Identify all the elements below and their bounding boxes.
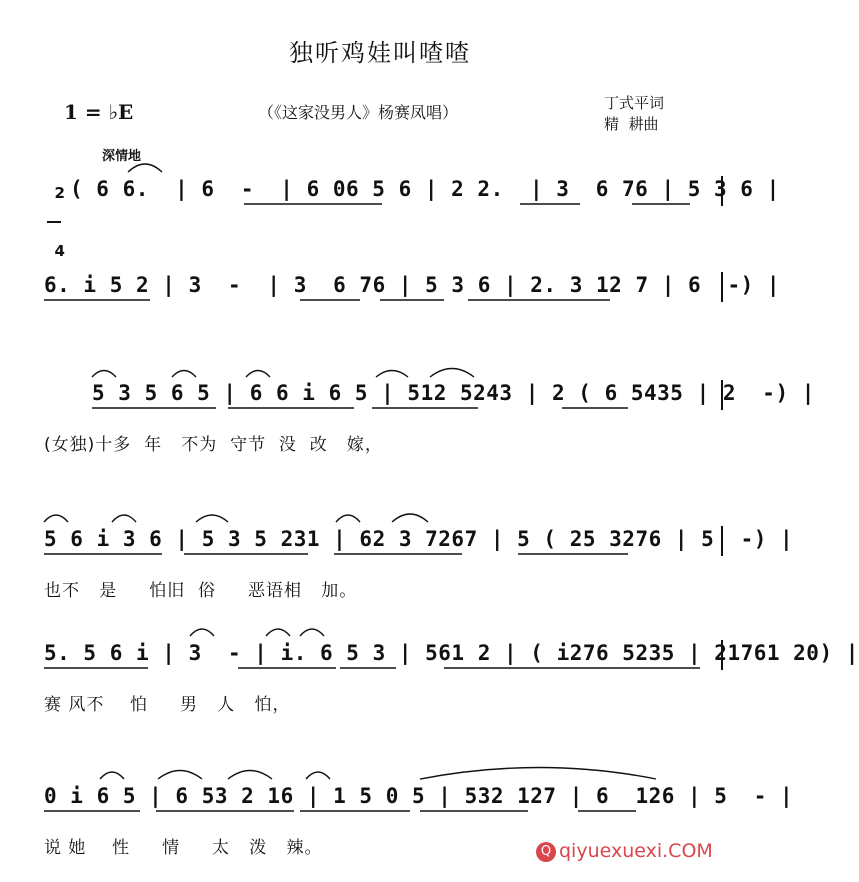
notation-line-2: 6. i 5 2 | 3 - | 3 6 76 | 5 3 6 | 2. 3 12 7 | 6 -) | — [44, 273, 781, 297]
site-watermark — [536, 840, 713, 862]
source-note: （《这家没男人》杨赛凤唱） — [258, 103, 459, 122]
time-signature-top: 2 — [54, 184, 65, 202]
notation-line-6: 0 i 6 5 | 6 53 2 16 | 1 5 0 5 | 532 127 | 6 126 | 5 - | — [44, 784, 794, 808]
song-title: 独听鸡娃叫喳喳 — [289, 39, 471, 67]
notation-line-5: 5. 5 6 i | 3 - | i. 6 5 3 | 561 2 | ( i276 5235 | 21761 20) | — [44, 641, 859, 665]
tempo-marking: 深情地 — [102, 149, 142, 164]
key-signature: 1 = ♭E — [64, 100, 134, 124]
lyric-line-6: 说 她 性 情 太 泼 辣。 — [44, 838, 323, 858]
composer-credit: 精 耕曲 — [604, 115, 659, 133]
watermark-logo-icon: Q — [536, 842, 556, 862]
time-signature-bottom: 4 — [54, 242, 65, 260]
lyric-line-4: 也不 是 怕旧 俗 恶语相 加。 — [44, 581, 358, 601]
notation-line-3: 5 3 5 6 5 | 6 6 i 6 5 | 512 5243 | 2 ( 6 5435 | 2 -) | — [92, 381, 815, 405]
notation-line-4: 5 6 i 3 6 | 5 3 5 231 | 62 3 7267 | 5 ( 25 3276 | 5 -) | — [44, 527, 794, 551]
notation-line-1: ( 6 6. | 6 - | 6 06 5 6 | 2 2. | 3 6 76 | 5 3 6 | — [70, 177, 780, 201]
lyricist-credit: 丁式平词 — [604, 94, 665, 112]
lyric-line-5: 赛 风不 怕 男 人 怕， — [44, 695, 291, 715]
lyric-line-3: (女独)十多 年 不为 守节 没 改 嫁， — [44, 435, 383, 455]
watermark-text: qiyuexuexi.COM — [559, 840, 713, 862]
